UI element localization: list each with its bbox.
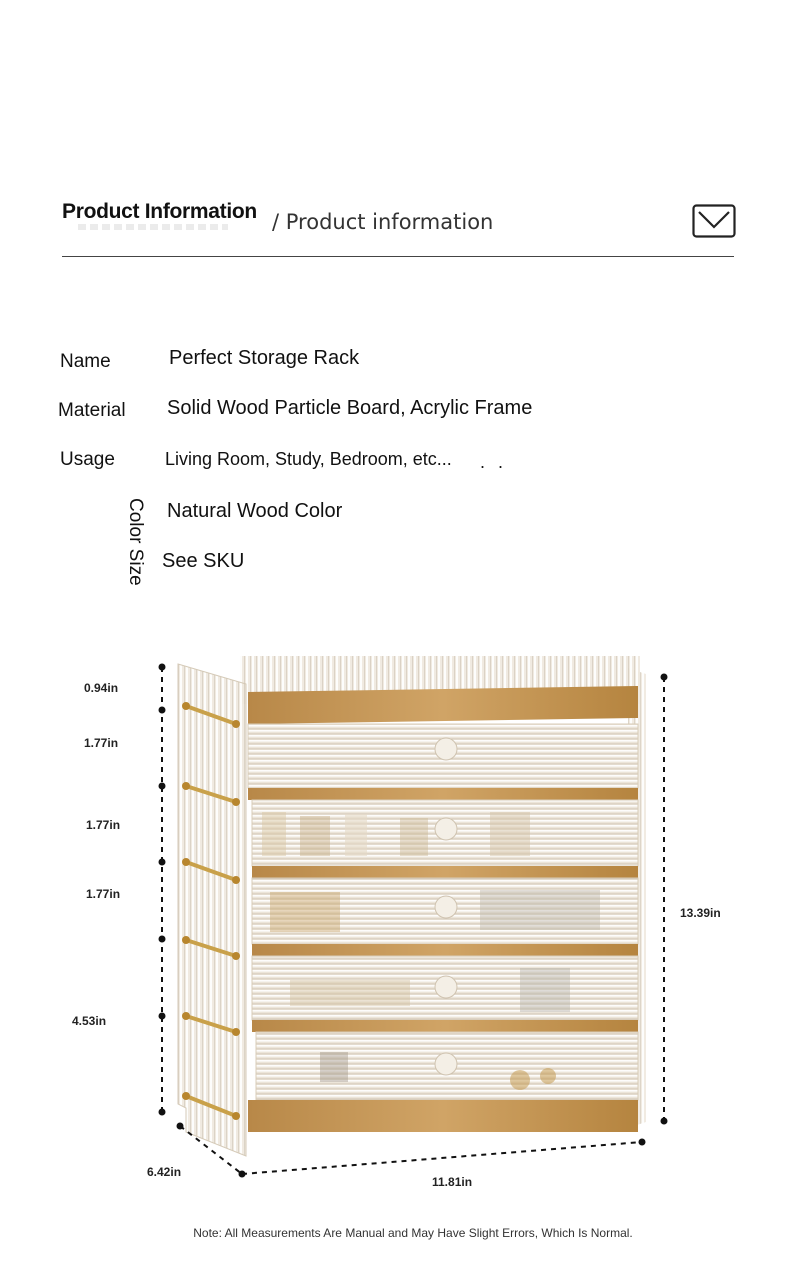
- dim-bottom: 4.53in: [72, 1014, 107, 1028]
- title-underlay-texture: [78, 224, 228, 230]
- measurement-note: Note: All Measurements Are Manual and May Have Slight Errors, Which Is Normal.: [193, 1226, 633, 1240]
- usage-label: Usage: [60, 449, 115, 470]
- section-subtitle: / Product information: [272, 210, 494, 234]
- dim-drawer-1: 1.77in: [84, 736, 119, 750]
- header-divider: [62, 256, 734, 257]
- name-label: Name: [60, 351, 111, 372]
- color-size-label: Color Size: [125, 498, 146, 586]
- material-label: Material: [58, 400, 126, 421]
- usage-value: Living Room, Study, Bedroom, etc...: [165, 449, 452, 469]
- dim-drawer-3: 1.77in: [86, 887, 121, 901]
- material-value: Solid Wood Particle Board, Acrylic Frame: [167, 397, 533, 419]
- color-value: Natural Wood Color: [167, 500, 343, 522]
- name-value: Perfect Storage Rack: [169, 347, 360, 369]
- storage-rack-illustration: [0, 640, 790, 1200]
- left-side-panel: [178, 664, 246, 1156]
- size-value: See SKU: [162, 550, 245, 572]
- dim-top-gap: 0.94in: [84, 681, 119, 695]
- envelope-icon[interactable]: [692, 204, 736, 238]
- usage-trailing-dots: . .: [480, 452, 508, 472]
- top-board: [248, 686, 638, 724]
- dim-drawer-2: 1.77in: [86, 818, 121, 832]
- dim-depth: 6.42in: [147, 1165, 182, 1179]
- section-title: Product Information: [62, 200, 257, 223]
- dim-height: 13.39in: [680, 906, 721, 920]
- dim-width: 11.81in: [432, 1175, 473, 1189]
- drawers: [248, 724, 638, 1132]
